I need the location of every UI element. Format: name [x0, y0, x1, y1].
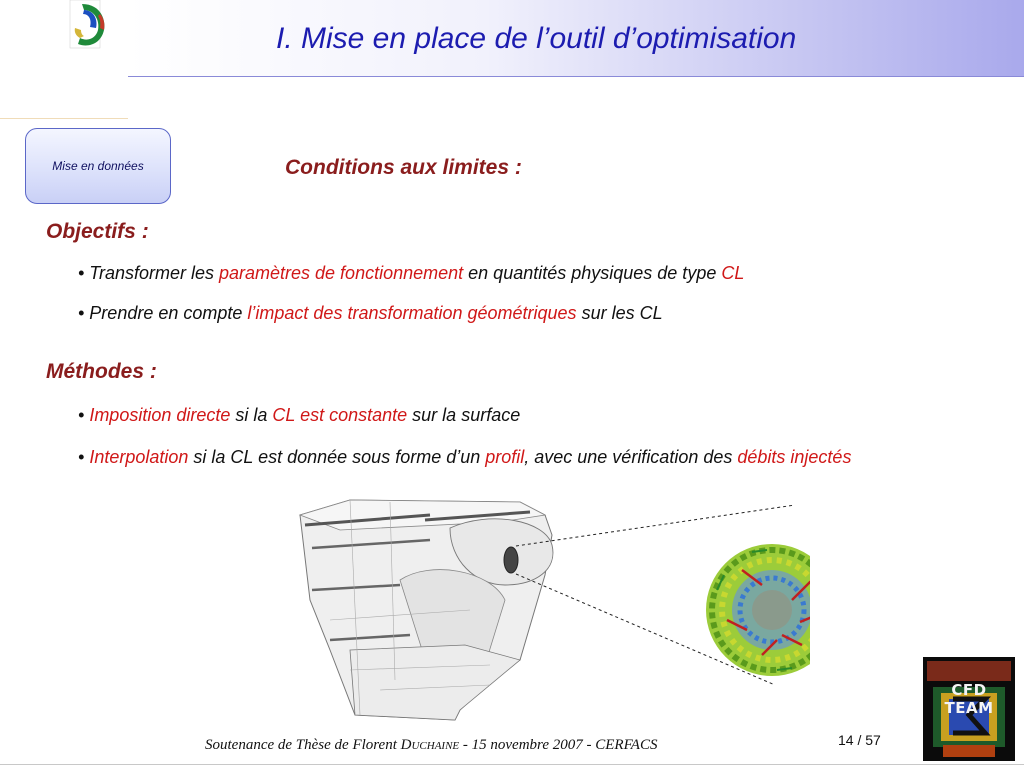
- bullet-highlight: Imposition directe: [89, 405, 231, 425]
- inlet-velocity-field: [706, 544, 810, 676]
- bullet-text: •: [78, 405, 90, 425]
- combustor-figure: [290, 490, 810, 730]
- page-current: 14: [838, 732, 854, 748]
- bullet-highlight: l’impact des transformation géométriques: [247, 303, 577, 323]
- page-total: 57: [865, 732, 881, 748]
- objectif-bullet-2: [78, 303, 663, 324]
- section-nav-box[interactable]: [25, 128, 171, 204]
- bullet-highlight: CL est constante: [272, 405, 408, 425]
- footer-text-sc: UCHAINE: [411, 740, 460, 752]
- bullet-highlight: Interpolation: [89, 447, 189, 467]
- methode-bullet-2: [78, 444, 928, 471]
- page-separator: /: [853, 732, 866, 748]
- lab-logo-graphic: [44, 0, 124, 50]
- combustor-outlet: [350, 645, 520, 720]
- bullet-text: sur la surface: [407, 405, 521, 425]
- section-nav-label: Mise en données: [52, 159, 144, 173]
- slide-subtitle: Conditions aux limites :: [285, 156, 522, 179]
- bullet-highlight: paramètres de fonctionnement: [219, 263, 464, 283]
- page-title: I. Mise en place de l’outil d’optimisation: [276, 22, 797, 55]
- injector-inlet: [504, 547, 518, 573]
- bottom-divider: [0, 764, 1024, 765]
- footer-text-a: Soutenance de Thèse de Florent D: [205, 737, 412, 753]
- methode-bullet-1: [78, 405, 520, 426]
- cfd-team-label: CFD TEAM: [944, 681, 994, 717]
- objectifs-heading: Objectifs :: [46, 220, 149, 243]
- left-divider: [0, 118, 128, 119]
- bullet-text: • Prendre en compte: [78, 303, 248, 323]
- footer-text-b: - 15 novembre 2007 - CERFACS: [459, 737, 658, 753]
- bullet-text: •: [78, 447, 90, 467]
- bullet-text: sur les CL: [576, 303, 663, 323]
- page-number: [838, 732, 881, 748]
- bullet-highlight: profil: [485, 447, 525, 467]
- bullet-text: si la: [230, 405, 273, 425]
- bullet-text: en quantités physiques de type: [463, 263, 722, 283]
- bullet-highlight: CL: [721, 263, 745, 283]
- methodes-heading: Méthodes :: [46, 360, 157, 383]
- bullet-highlight: débits injectés: [737, 447, 852, 467]
- cfd-team-logo: [923, 657, 1015, 761]
- bullet-text: si la CL est donnée sous forme d’un: [188, 447, 486, 467]
- bullet-text: • Transformer les: [78, 263, 219, 283]
- footer-text: [205, 737, 657, 754]
- lab-logo: [44, 0, 124, 66]
- projection-line: [516, 505, 795, 546]
- objectif-bullet-1: [78, 263, 744, 284]
- bullet-text: , avec une vérification des: [524, 447, 738, 467]
